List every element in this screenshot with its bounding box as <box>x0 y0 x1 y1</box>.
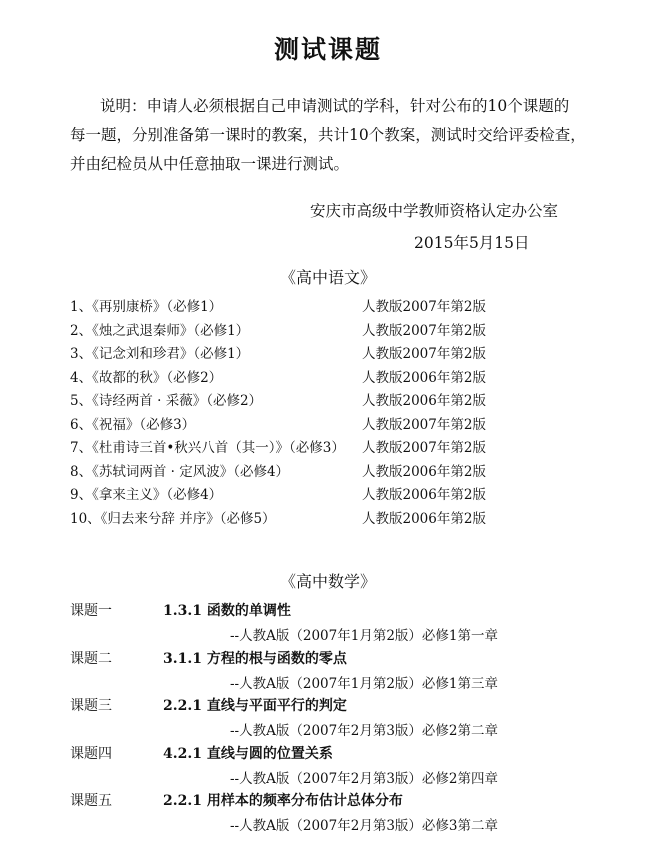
topic-title: 8、《苏轼词两首 · 定风波》（必修4） <box>70 463 290 480</box>
list-item <box>70 389 630 413</box>
intro-line: 每一题，分别准备第一课时的教案，共计10个教案，测试时交给评委检查， <box>70 126 586 144</box>
topic-source: --人教A版（2007年2月第3版）必修2第四章 <box>230 770 498 787</box>
topic-source: --人教A版（2007年2月第3版）必修2第二章 <box>230 723 498 739</box>
topic-label: 课题四 <box>70 745 112 762</box>
topic-edition: 人教版2006年第2版 <box>362 510 486 527</box>
list-item <box>70 483 630 507</box>
topic-title: 1、《再别康桥》（必修1） <box>70 299 223 315</box>
topic-title: 6、《祝福》（必修3） <box>70 416 196 433</box>
topic-title: 4、《故都的秋》（必修2） <box>70 369 223 386</box>
topic-source: --人教A版（2007年1月第2版）必修1第三章 <box>230 675 498 692</box>
list-item <box>70 743 650 791</box>
list-item <box>70 648 650 696</box>
math-topic-list <box>70 600 650 838</box>
topic-title: 3、《记念刘和珍君》（必修1） <box>70 346 250 362</box>
topic-edition: 人教版2007年第2版 <box>362 322 486 339</box>
list-item <box>70 695 650 743</box>
topic-source: --人教A版（2007年1月第2版）必修1第一章 <box>230 628 498 644</box>
intro-paragraph <box>70 92 618 179</box>
topic-title: 5、《诗经两首 · 采薇》（必修2） <box>70 393 263 409</box>
topic-edition: 人教版2006年第2版 <box>362 463 486 480</box>
topic-edition: 人教版2007年第2版 <box>362 299 486 315</box>
topic-title: 7、《杜甫诗三首•秋兴八首（其一）》（必修3） <box>70 440 345 456</box>
issue-date: 2015年5月15日 <box>414 234 530 252</box>
topic-title: 2.2.1 直线与平面平行的判定 <box>163 698 347 714</box>
topic-title: 9、《拿来主义》（必修4） <box>70 487 223 503</box>
chinese-topic-list <box>70 295 630 530</box>
intro-line: 说明：申请人必须根据自己申请测试的学科，针对公布的10个课题的 <box>100 97 570 115</box>
list-item <box>70 600 650 648</box>
topic-title: 1.3.1 函数的单调性 <box>163 603 291 619</box>
topic-title: 2、《烛之武退秦师》（必修1） <box>70 322 250 339</box>
topic-title: 10、《归去来兮辞 并序》（必修5） <box>70 510 276 527</box>
topic-label: 课题三 <box>70 698 112 714</box>
intro-line: 并由纪检员从中任意抽取一课进行测试。 <box>70 155 350 173</box>
list-item <box>70 413 630 437</box>
topic-edition: 人教版2006年第2版 <box>362 393 486 409</box>
section-heading-math: 《高中数学》 <box>279 572 376 591</box>
list-item <box>70 790 650 838</box>
list-item <box>70 366 630 390</box>
topic-title: 3.1.1 方程的根与函数的零点 <box>163 650 347 667</box>
topic-edition: 人教版2007年第2版 <box>362 346 486 362</box>
list-item <box>70 507 630 531</box>
list-item <box>70 342 630 366</box>
topic-title: 4.2.1 直线与圆的位置关系 <box>163 745 333 762</box>
topic-edition: 人教版2006年第2版 <box>362 487 486 503</box>
list-item <box>70 436 630 460</box>
list-item <box>70 295 630 319</box>
list-item <box>70 460 630 484</box>
section-heading-chinese: 《高中语文》 <box>279 268 376 287</box>
topic-edition: 人教版2007年第2版 <box>362 416 486 433</box>
topic-label: 课题一 <box>70 603 112 619</box>
topic-edition: 人教版2006年第2版 <box>362 369 486 386</box>
topic-title: 2.2.1 用样本的频率分布估计总体分布 <box>163 793 403 809</box>
issuing-office: 安庆市高级中学教师资格认定办公室 <box>310 202 559 220</box>
topic-label: 课题五 <box>70 793 112 809</box>
page-title: 测试课题 <box>273 35 382 64</box>
topic-edition: 人教版2007年第2版 <box>362 440 486 456</box>
topic-source: --人教A版（2007年2月第3版）必修3第二章 <box>230 818 498 834</box>
list-item <box>70 319 630 343</box>
topic-label: 课题二 <box>70 650 112 667</box>
